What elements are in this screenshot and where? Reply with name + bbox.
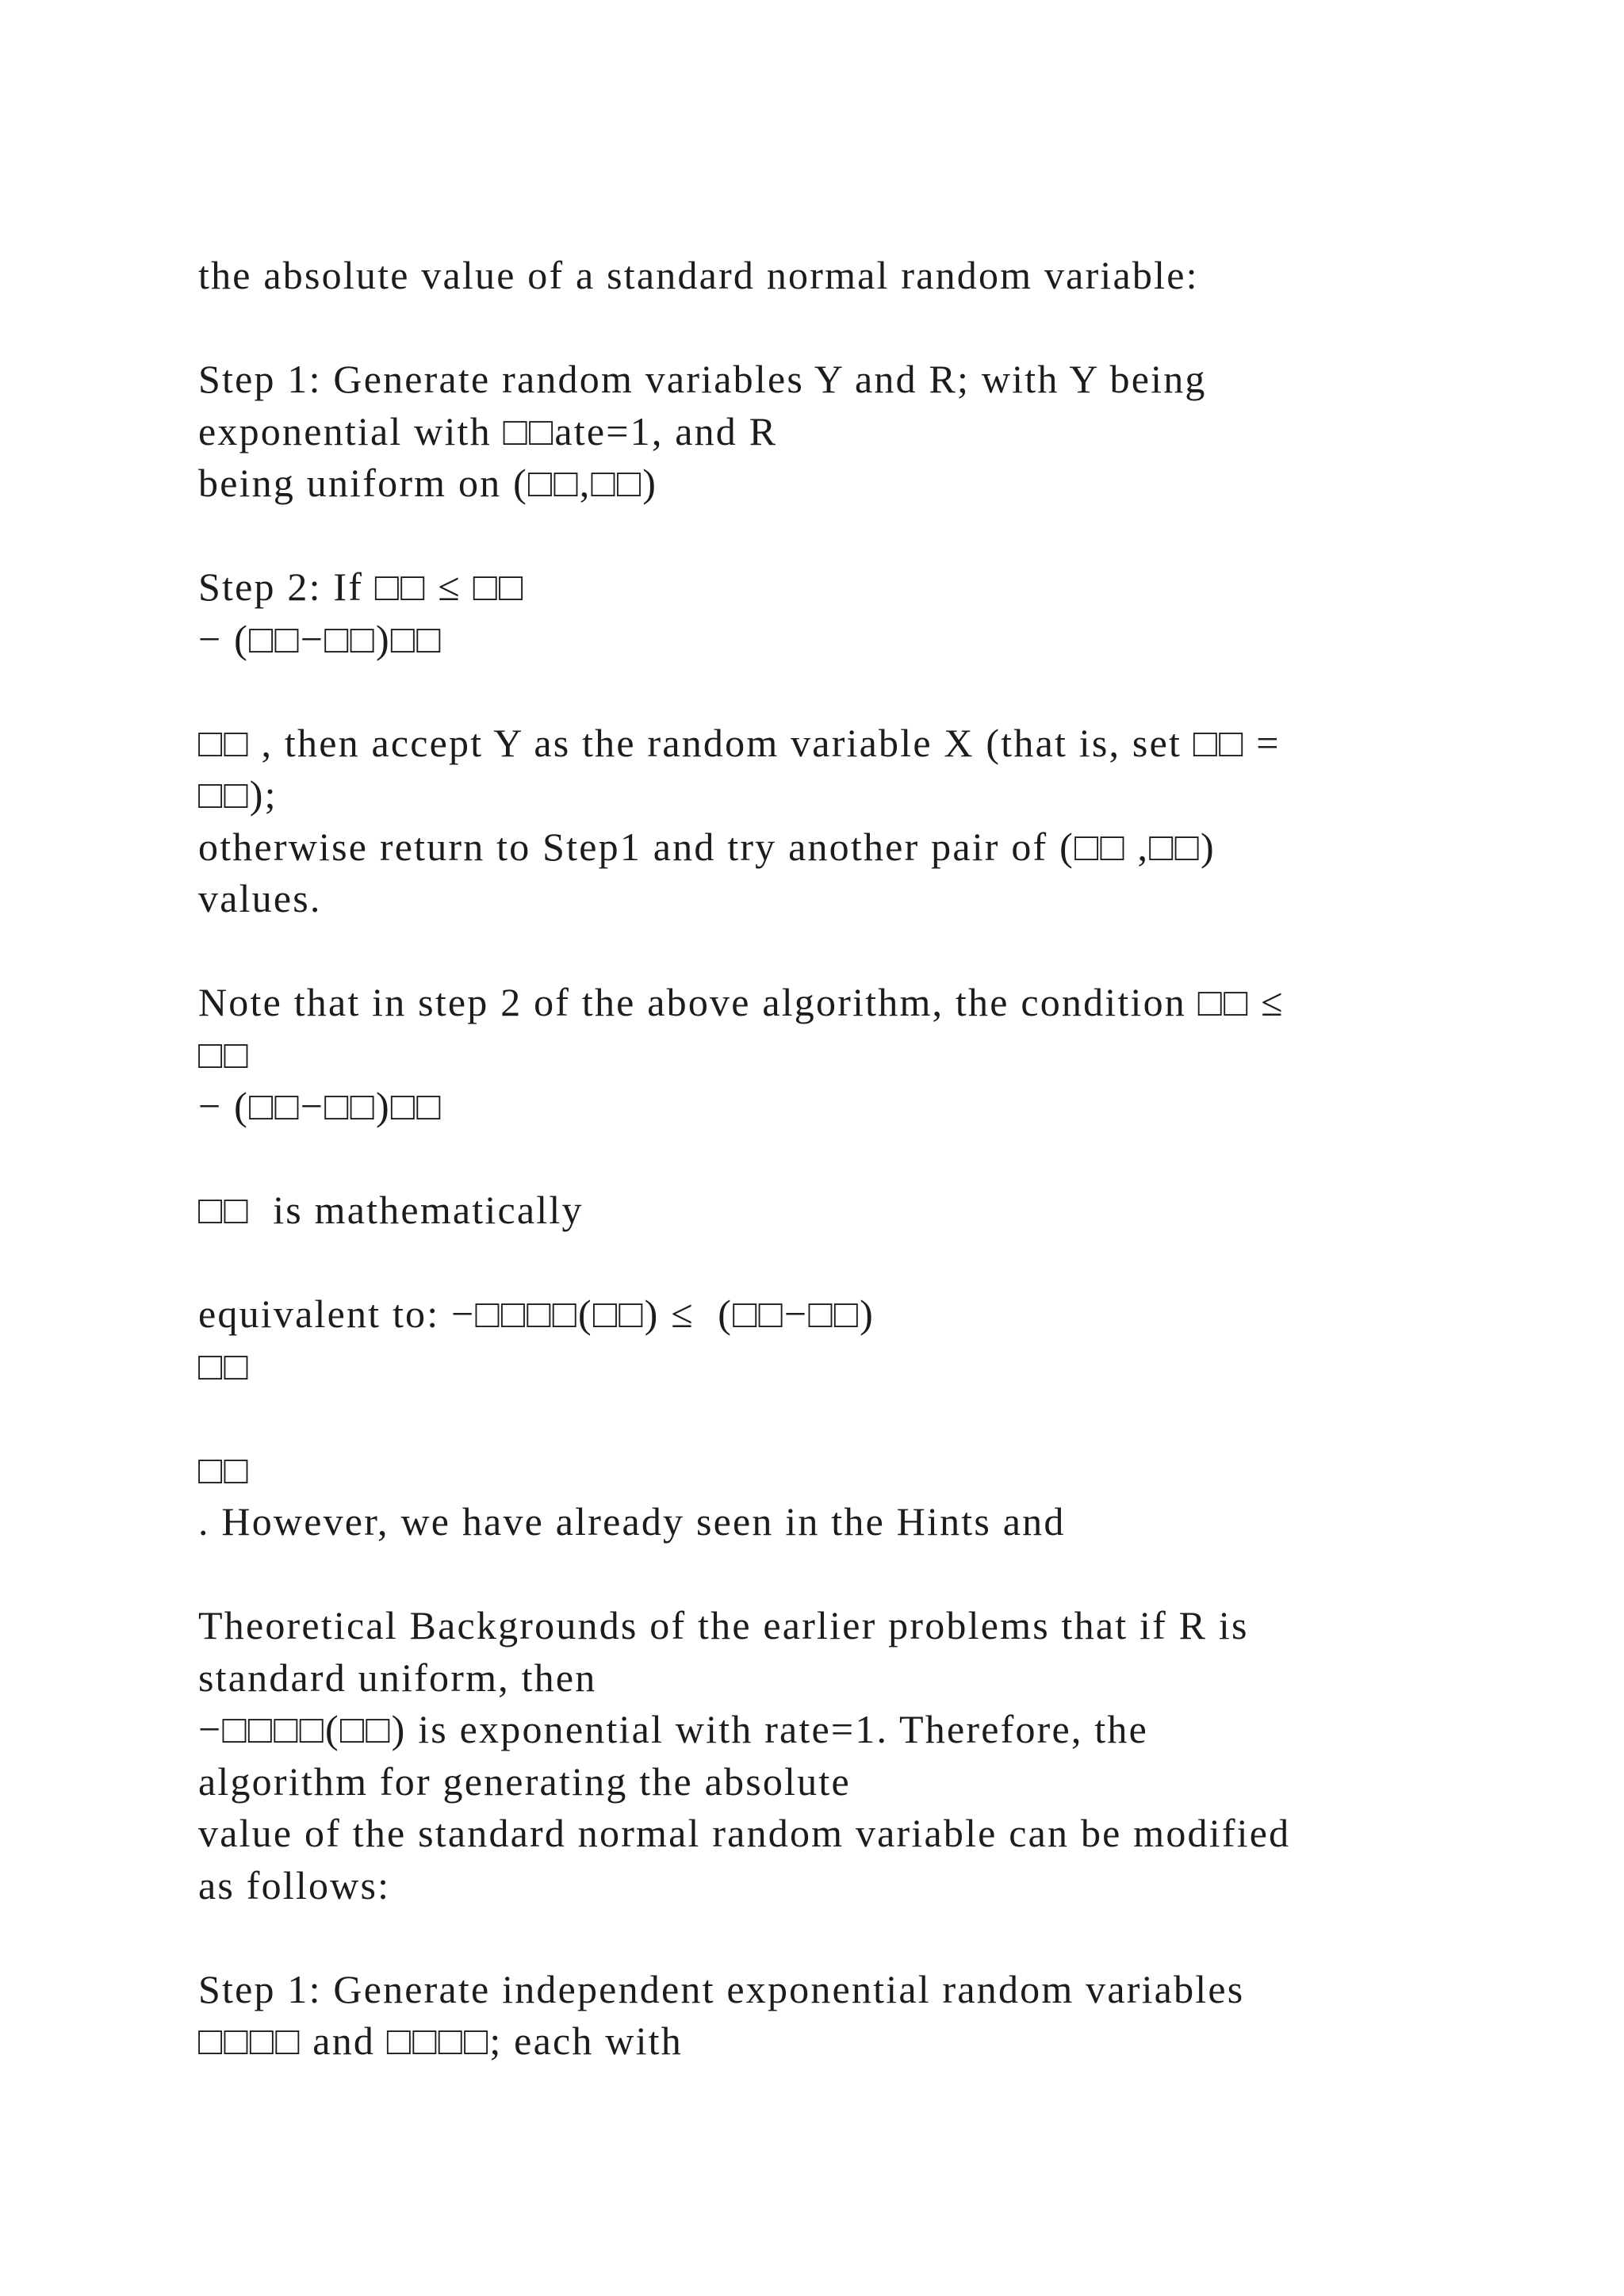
text-line: □□ — [198, 1447, 250, 1492]
text-line: values. — [198, 876, 322, 920]
text-line: exponential with □□ate=1, and R — [198, 408, 778, 453]
blank-line — [198, 1911, 1483, 1964]
text-line: Theoretical Backgrounds of the earlier problems that if R is — [198, 1603, 1249, 1647]
document-body — [198, 250, 1483, 2068]
blank-line — [198, 665, 1483, 718]
text-line: □□ , then accept Y as the random variable X (that is, set □□ = — [198, 720, 1281, 765]
text-line: algorithm for generating the absolute — [198, 1758, 851, 1804]
text-line: − (□□−□□)□□ — [198, 616, 442, 661]
text-line: Step 1: Generate random variables Y and R; with Y being — [198, 357, 1207, 401]
text-line: value of the standard normal random variable can be modified — [198, 1811, 1291, 1855]
text-line: − (□□−□□)□□ — [198, 1084, 442, 1128]
blank-line — [198, 1392, 1483, 1445]
blank-line — [198, 1237, 1483, 1289]
blank-line — [198, 510, 1483, 562]
text-line: □□ — [198, 1031, 250, 1077]
text-line: as follows: — [198, 1862, 391, 1908]
blank-line — [198, 1133, 1483, 1185]
text-line: equivalent to: −□□□□(□□) ≤ (□□−□□) — [198, 1292, 875, 1336]
blank-line — [198, 302, 1483, 354]
text-line: □□ — [198, 1343, 250, 1388]
blank-line — [198, 925, 1483, 978]
text-line: Step 2: If □□ ≤ □□ — [198, 564, 525, 609]
text-line: . However, we have already seen in the Hints and — [198, 1499, 1066, 1544]
text-line: Step 1: Generate independent exponential random variables — [198, 1966, 1245, 2011]
text-line: □□□□ and □□□□; each with — [198, 2019, 683, 2063]
text-line: otherwise return to Step1 and try another pair of (□□ ,□□) — [198, 824, 1216, 869]
text-line: □□); — [198, 772, 278, 817]
text-line: □□ is mathematically — [198, 1188, 584, 1232]
text-line: Note that in step 2 of the above algorithm, the condition □□ ≤ — [198, 980, 1285, 1024]
text-line: being uniform on (□□,□□) — [198, 461, 658, 505]
text-line: standard uniform, then — [198, 1655, 597, 1700]
text-line: −□□□□(□□) is exponential with rate=1. Therefore, the — [198, 1707, 1148, 1751]
text-line: the absolute value of a standard normal random variable: — [198, 253, 1199, 297]
blank-line — [198, 1548, 1483, 1601]
